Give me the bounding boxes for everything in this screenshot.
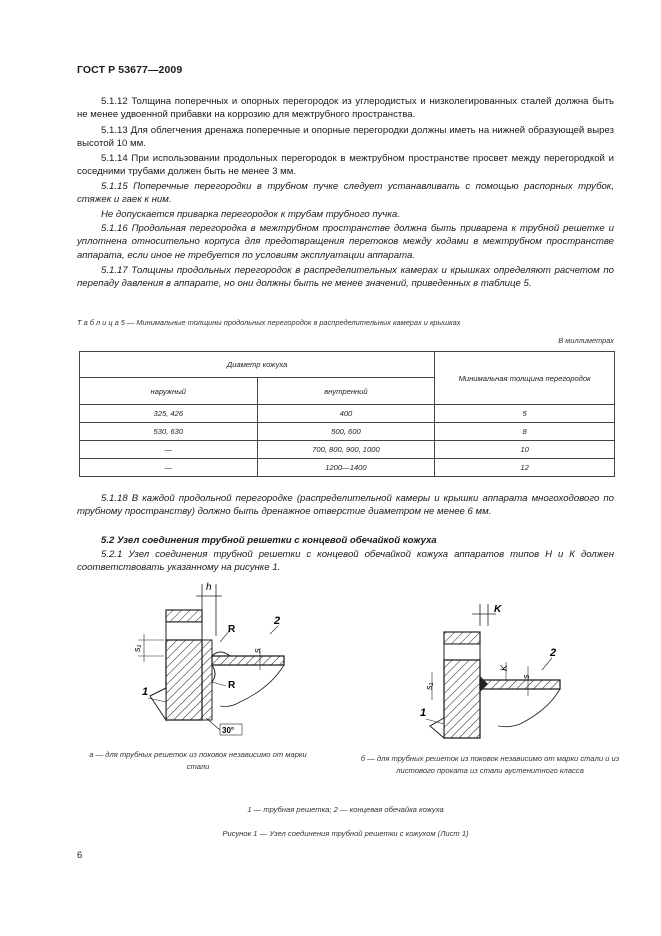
table-row xyxy=(80,405,615,423)
paragraph-5-1-17: 5.1.17 Толщины продольных перегородок в распределительных камерах и крышках определяют расчетом по перепаду давления в аппарате, но они должны быть не менее значений, приведенных в таблице 5. xyxy=(77,265,614,290)
page-number: 6 xyxy=(77,850,83,861)
cell-min: 10 xyxy=(435,441,615,459)
label-h: h xyxy=(206,582,212,593)
col-group-header: Диаметр кожуха xyxy=(80,352,435,378)
figure-b-drawing xyxy=(410,600,570,742)
paragraph-5-1-16: 5.1.16 Продольная перегородка в межтрубном пространстве должна быть приварена к трубной решетке и уплотнена относительно корпуса для предотвращения перетоков между ходами в межтрубном пространстве аппарата, если иное не требуется по условиям эксплуатации аппарата. xyxy=(77,223,614,261)
figure-title: Рисунок 1 — Узел соединения трубной решетки с кожухом (Лист 1) xyxy=(222,829,469,838)
col-outer-header: наружный xyxy=(80,378,258,405)
paragraph-5-1-13: 5.1.13 Для облегчения дренажа поперечные и опорные перегородки должны иметь на нижней образующей вырез высотой 10 мм. xyxy=(77,125,614,150)
paragraph-5-1-15: 5.1.15 Поперечные перегородки в трубном пучке следует устанавливать с помощью распорных трубок, стяжек и гаек к ним. xyxy=(77,181,614,206)
table-unit: В миллиметрах xyxy=(558,336,614,345)
table-row xyxy=(80,423,615,441)
label-2: 2 xyxy=(550,647,557,659)
cell-outer: — xyxy=(80,459,258,477)
label-K-small: K xyxy=(499,664,509,671)
table-caption: Т а б л и ц а 5 — Минимальные толщины продольных перегородок в распределительных камерах и крышках xyxy=(77,318,461,327)
paragraph-5-2-1: 5.2.1 Узел соединения трубной решетки с концевой обечайкой кожуха аппаратов типов Н и К должен соответствовать указанному на рисунке 1. xyxy=(77,549,614,574)
label-s: s xyxy=(252,648,262,653)
figure-caption-a: а — для трубных решеток из поковок независимо от марки стали xyxy=(89,750,307,771)
label-30-deg: 30° xyxy=(222,726,235,735)
cell-min: 12 xyxy=(435,459,615,477)
label-s: s xyxy=(521,674,531,679)
figure-caption-b: б — для трубных решеток из поковок независимо от марки стали и из листового проката из стали аустенитного класса xyxy=(360,754,620,775)
label-1: 1 xyxy=(142,686,149,698)
paragraph-5-1-14: 5.1.14 При использовании продольных перегородок в межтрубном пространстве просвет между перегородкой и соседними трубами должен быть не менее 3 мм. xyxy=(77,153,614,178)
cell-min: 5 xyxy=(435,405,615,423)
label-R-bottom: R xyxy=(228,680,236,691)
figure-a-drawing xyxy=(120,578,300,738)
label-1: 1 xyxy=(420,707,427,719)
paragraph-5-1-12: 5.1.12 Толщина поперечных и опорных перегородок из углеродистых и низколегированных сталей должна быть не менее удвоенной прибавки на коррозию для межтрубного пространства. xyxy=(77,96,614,121)
cell-outer: — xyxy=(80,441,258,459)
paragraph-5-1-18: 5.1.18 В каждой продольной перегородке (распределительной камеры и крышки аппарата многоходового по трубному пространству) должно быть дренажное отверстие диаметром не менее 6 мм. xyxy=(77,493,614,518)
figure-legend: 1 — трубная решетка; 2 — концевая обечайка кожуха xyxy=(247,805,444,814)
col-inner-header: внутренний xyxy=(257,378,435,405)
table-row xyxy=(80,459,615,477)
label-s1: s₁ xyxy=(132,644,142,652)
label-2: 2 xyxy=(274,615,281,627)
paragraph-no-weld: Не допускается приварка перегородок к трубам трубного пучка. xyxy=(101,209,400,220)
section-5-2-heading: 5.2 Узел соединения трубной решетки с концевой обечайкой кожуха xyxy=(101,535,437,546)
document-header: ГОСТ Р 53677—2009 xyxy=(77,64,183,76)
table-5 xyxy=(79,351,615,477)
cell-outer: 530, 630 xyxy=(80,423,258,441)
cell-outer: 325, 426 xyxy=(80,405,258,423)
label-K: K xyxy=(494,604,502,615)
cell-min: 8 xyxy=(435,423,615,441)
label-s1: s₁ xyxy=(424,682,434,690)
cell-inner: 1200—1400 xyxy=(257,459,435,477)
label-R-top: R xyxy=(228,624,236,635)
cell-inner: 400 xyxy=(257,405,435,423)
cell-inner: 500, 600 xyxy=(257,423,435,441)
table-row xyxy=(80,441,615,459)
col-min-thickness-header: Минимальная толщина перегородок xyxy=(435,352,615,405)
cell-inner: 700, 800, 900, 1000 xyxy=(257,441,435,459)
